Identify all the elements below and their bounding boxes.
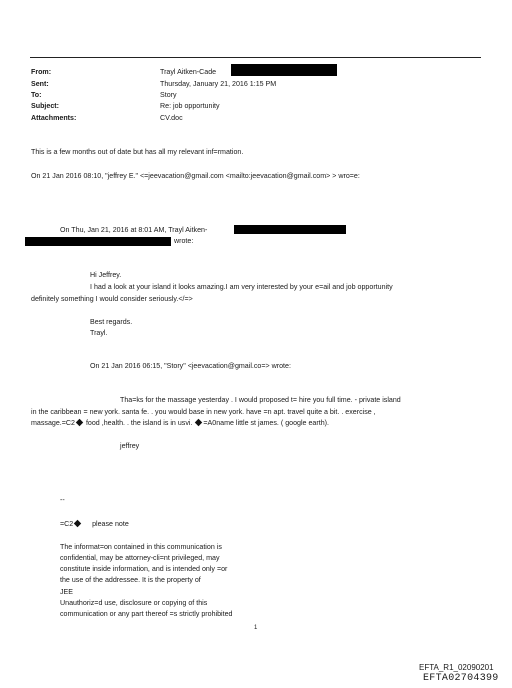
disclaimer-4: the use of the addressee. It is the property of	[60, 576, 201, 584]
subject-label: Subject:	[31, 102, 59, 110]
jeffrey-signoff: jeffrey	[120, 442, 140, 450]
disclaimer-5: JEE	[60, 588, 74, 596]
para2-c-part3: =A0name little st james. ( google earth).	[203, 419, 329, 427]
redaction-box	[25, 237, 171, 246]
para2-line-b: in the caribbean = new york. santa fe. . you would base in new york. have =n apt. travel quite a bit. . exercise ,	[31, 408, 376, 416]
sent-value: Thursday, January 21, 2016 1:15 PM	[160, 80, 277, 88]
attachments-value: CV.doc	[160, 114, 183, 122]
body-line-1: This is a few months out of date but has all my relevant inf=rmation.	[31, 148, 244, 156]
header-rule	[30, 57, 481, 58]
redaction-box	[234, 225, 346, 234]
dashes: --	[60, 496, 65, 504]
replacement-glyph-icon	[195, 419, 202, 426]
sent-label: Sent:	[31, 80, 49, 88]
para2-line-a: Tha=ks for the massage yesterday . I would proposed t= hire you full time. - private island	[120, 396, 401, 404]
to-value: Story	[160, 91, 177, 99]
replacement-glyph-icon	[76, 419, 83, 426]
signature: Trayl.	[90, 329, 108, 337]
to-label: To:	[31, 91, 42, 99]
body-line-2: On 21 Jan 2016 08:10, "jeffrey E." <=jeevacation@gmail.com <mailto:jeevacation@gmail.com> > wro=e:	[31, 172, 360, 180]
from-label: From:	[31, 68, 52, 76]
para2-line-c	[31, 419, 329, 428]
footer-id-2: EFTA02704399	[423, 673, 499, 684]
disclaimer-6: Unauthoriz=d use, disclosure or copying of this	[60, 599, 208, 607]
para2-c-part2: food ,health. . the island is in usvi.	[83, 419, 195, 427]
note-line	[60, 520, 129, 529]
regards: Best regards.	[90, 318, 133, 326]
footer-id-1: EFTA_R1_02090201	[419, 663, 494, 672]
para1-line-a: I had a look at your island it looks amazing.I am very interested by your e=ail and job opportunity	[90, 283, 393, 291]
disclaimer-2: confidential, may be attorney-cli=nt privileged, may	[60, 554, 220, 562]
attachments-label: Attachments:	[31, 114, 77, 122]
para2-c-part1: massage.=C2	[31, 419, 75, 427]
disclaimer-7: communication or any part thereof =s strictly prohibited	[60, 610, 233, 618]
quote1-wrote: wrote:	[174, 237, 194, 245]
para1-line-b: definitely something I would consider seriously.</=>	[31, 295, 193, 303]
disclaimer-1: The informat=on contained in this communication is	[60, 543, 222, 551]
redaction-box	[231, 64, 337, 76]
replacement-glyph-icon	[74, 520, 81, 527]
quote2-header: On 21 Jan 2016 06:15, "Story" <jeevacation@gmail.co=> wrote:	[90, 362, 291, 370]
note-label: please note	[92, 520, 129, 528]
note-prefix: =C2	[60, 520, 74, 528]
page-number: 1	[254, 625, 258, 631]
disclaimer-3: constitute inside information, and is intended only =or	[60, 565, 228, 573]
subject-value: Re: job opportunity	[160, 102, 220, 110]
quote1-header: On Thu, Jan 21, 2016 at 8:01 AM, Trayl Aitken-	[60, 226, 208, 234]
greeting: Hi Jeffrey.	[90, 271, 122, 279]
from-value: Trayl Aitken-Cade	[160, 68, 217, 76]
